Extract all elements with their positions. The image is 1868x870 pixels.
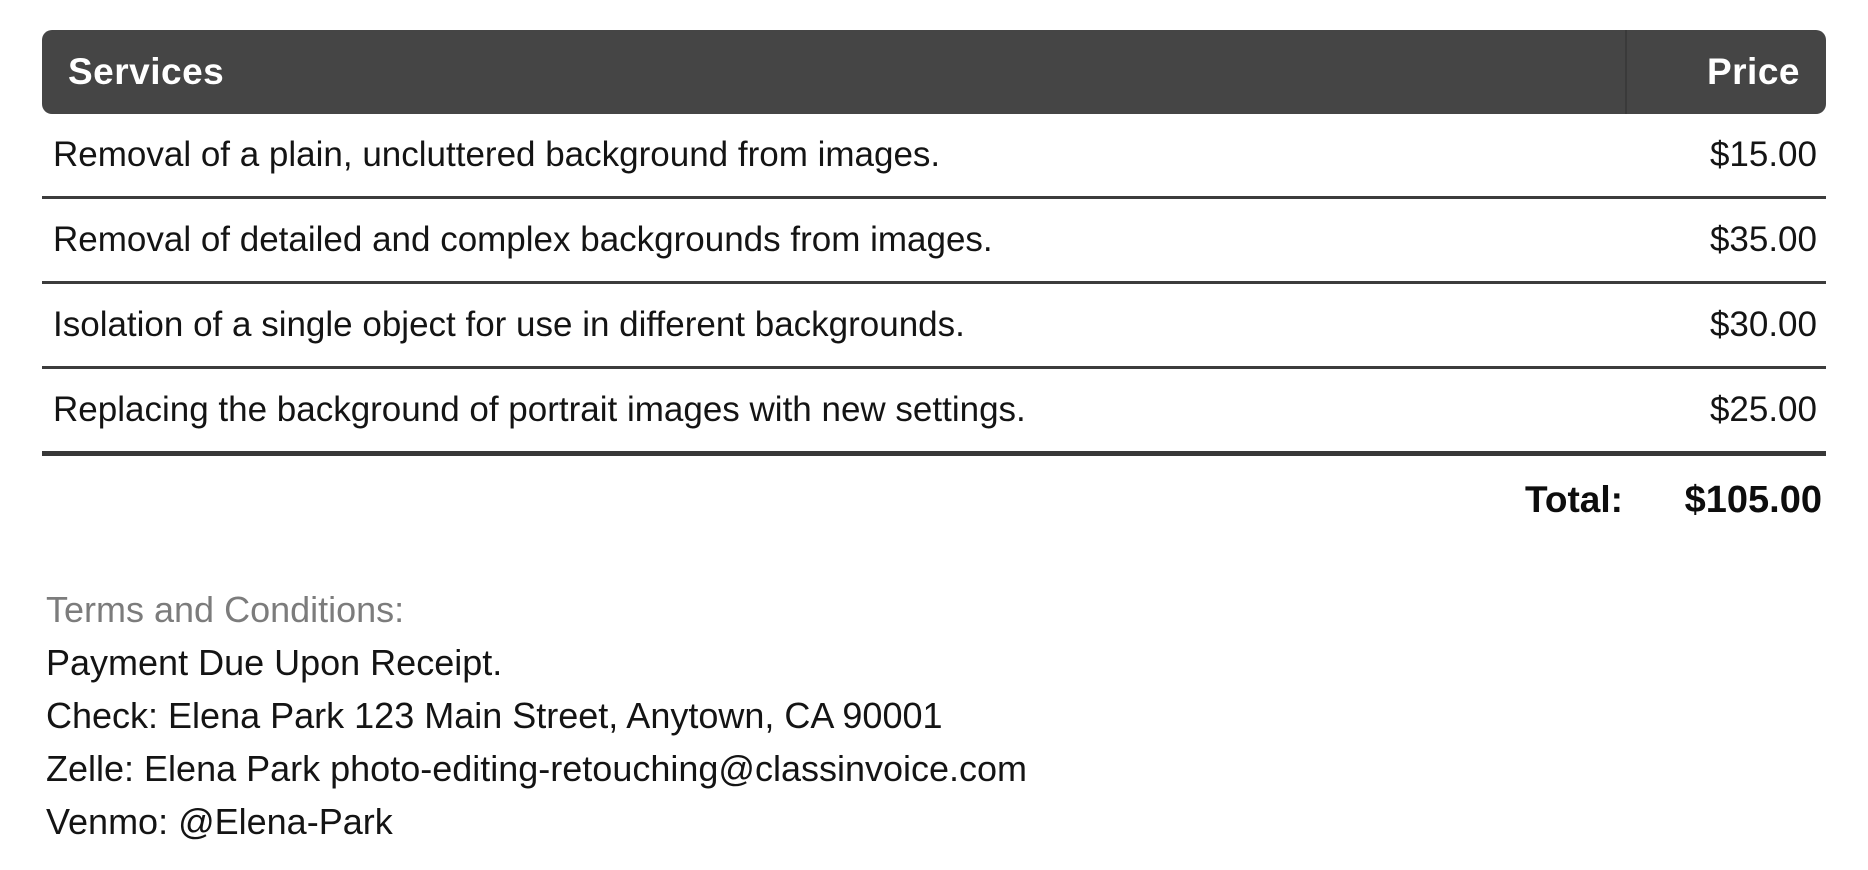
terms-line-payment: Payment Due Upon Receipt. (46, 642, 503, 683)
price-cell: $35.00 (1709, 220, 1817, 259)
terms-line-venmo: Venmo: @Elena-Park (46, 801, 393, 842)
terms-and-conditions-section (46, 583, 1027, 848)
price-cell: $15.00 (1709, 135, 1817, 174)
price-cell: $30.00 (1709, 305, 1817, 344)
service-cell: Replacing the background of portrait images with new settings. (53, 390, 1026, 429)
services-price-table (42, 30, 1826, 544)
terms-line-check: Check: Elena Park 123 Main Street, Anytown, CA 90001 (46, 695, 943, 736)
price-column-header: Price (1625, 30, 1826, 114)
services-column-header: Services (68, 51, 225, 92)
total-label: Total: (1525, 479, 1623, 520)
total-value: $105.00 (1684, 478, 1822, 521)
table-row (42, 284, 1826, 369)
table-row (42, 369, 1826, 456)
total-row (42, 456, 1826, 544)
table-header-row (42, 30, 1826, 114)
terms-line-zelle: Zelle: Elena Park photo-editing-retouching@classinvoice.com (46, 748, 1028, 789)
service-cell: Removal of a plain, uncluttered background from images. (53, 135, 941, 174)
table-row (42, 114, 1826, 199)
service-cell: Removal of detailed and complex backgrounds from images. (53, 220, 993, 259)
service-cell: Isolation of a single object for use in different backgrounds. (53, 305, 965, 344)
price-cell: $25.00 (1709, 390, 1817, 429)
terms-heading: Terms and Conditions: (46, 589, 405, 630)
table-row (42, 199, 1826, 284)
